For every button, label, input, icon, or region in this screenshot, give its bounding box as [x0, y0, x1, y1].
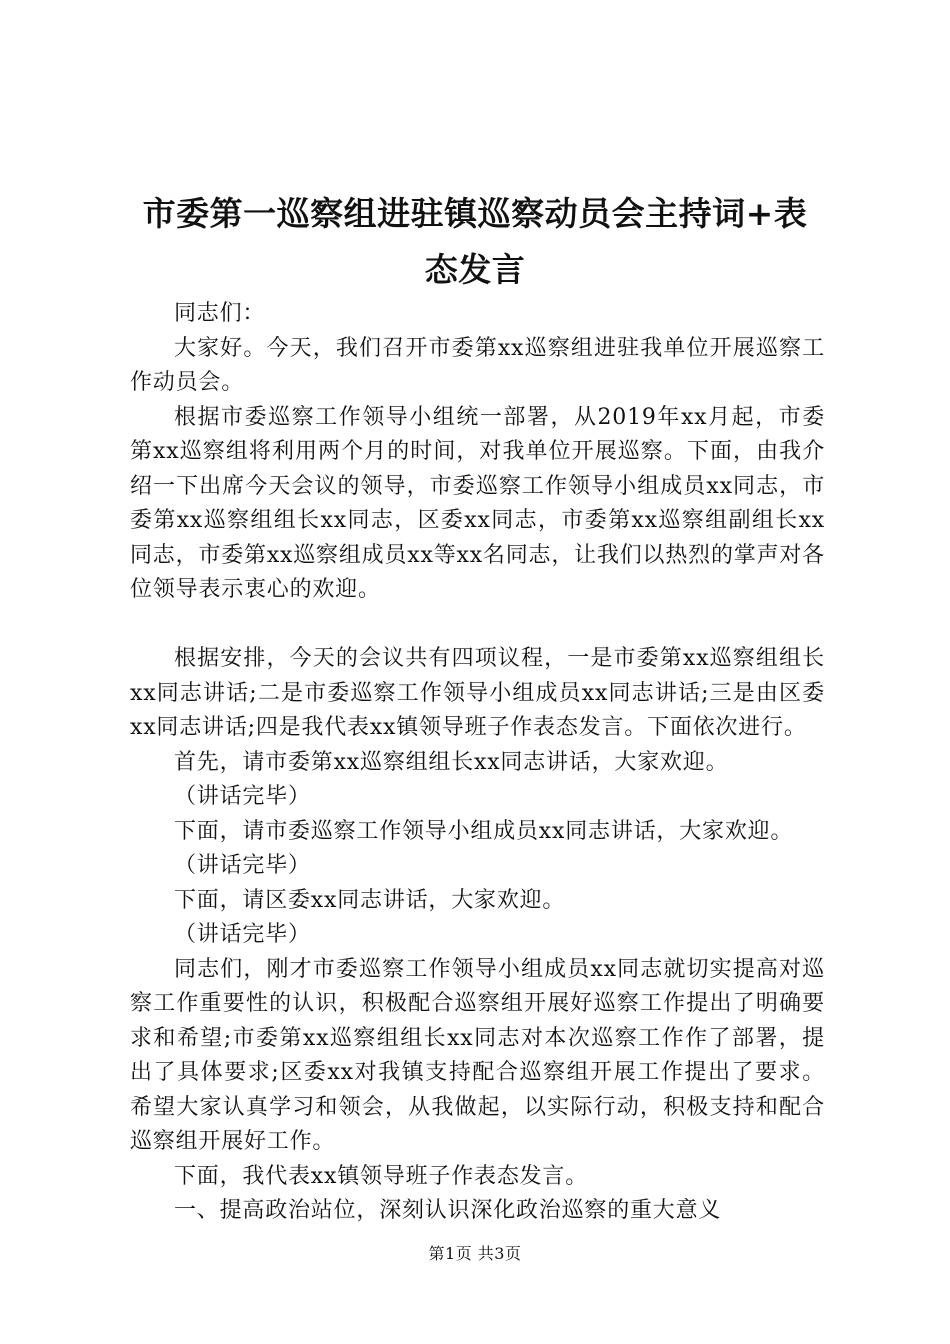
paragraph-agenda: 根据安排，今天的会议共有四项议程，一是市委第xx巡察组组长xx同志讲话;二是市委巡察工作领导小组成员xx同志讲话;三是由区委xx同志讲话;四是我代表xx镇领导班子作表态发言。下面依次进行。 [130, 646, 825, 740]
paragraph-speech-end: （讲话完毕） [174, 853, 311, 878]
paragraph-statement-intro: 下面，我代表xx镇领导班子作表态发言。 [174, 1163, 589, 1189]
paragraph-greeting: 同志们： [174, 301, 266, 326]
paragraph-introduction: 根据市委巡察工作领导小组统一部署，从2019年xx月起，市委第xx巡察组将利用两个月的时间，对我单位开展巡察。下面，由我介绍一下出席今天会议的领导，市委巡察工作领导小组成员xx同志，市委第xx巡察组组长xx同志，区委xx同志，市委第xx巡察组副组长xx同志，市委第xx巡察组成员xx等xx名同志，让我们以热烈的掌声对各位领导表示衷心的欢迎。 [130, 404, 825, 602]
paragraph-summary: 同志们，刚才市委巡察工作领导小组成员xx同志就切实提高对巡察工作重要性的认识，积极配合巡察组开展好巡察工作提出了明确要求和希望;市委第xx巡察组组长xx同志对本次巡察工作作了部署，提出了具体要求;区委xx对我镇支持配合巡察组开展工作提出了要求。希望大家认真学习和领会，从我做起，以实际行动，积极支持和配合巡察组开展好工作。 [130, 956, 825, 1154]
paragraph-speech-end: （讲话完毕） [174, 784, 311, 809]
page-number: 第1页 共3页 [428, 1244, 522, 1263]
document-title [120, 186, 830, 298]
title-line-2: 态发言 [424, 250, 526, 289]
paragraph-third-speech: 下面，请区委xx同志讲话，大家欢迎。 [174, 887, 566, 913]
paragraph-second-speech: 下面，请市委巡察工作领导小组成员xx同志讲话，大家欢迎。 [174, 818, 794, 844]
paragraph-spacer [130, 608, 825, 643]
title-line-1: 市委第一巡察组进驻镇巡察动员会主持词+表 [142, 194, 808, 233]
paragraph-speech-end: （讲话完毕） [174, 922, 311, 947]
paragraph-section-heading: 一、提高政治站位，深刻认识深化政治巡察的重大意义 [174, 1198, 722, 1223]
paragraph-opening: 大家好。今天，我们召开市委第xx巡察组进驻我单位开展巡察工作动员会。 [130, 335, 825, 395]
document-body [130, 297, 825, 1229]
paragraph-first-speech: 首先，请市委第xx巡察组组长xx同志讲话，大家欢迎。 [174, 749, 729, 775]
